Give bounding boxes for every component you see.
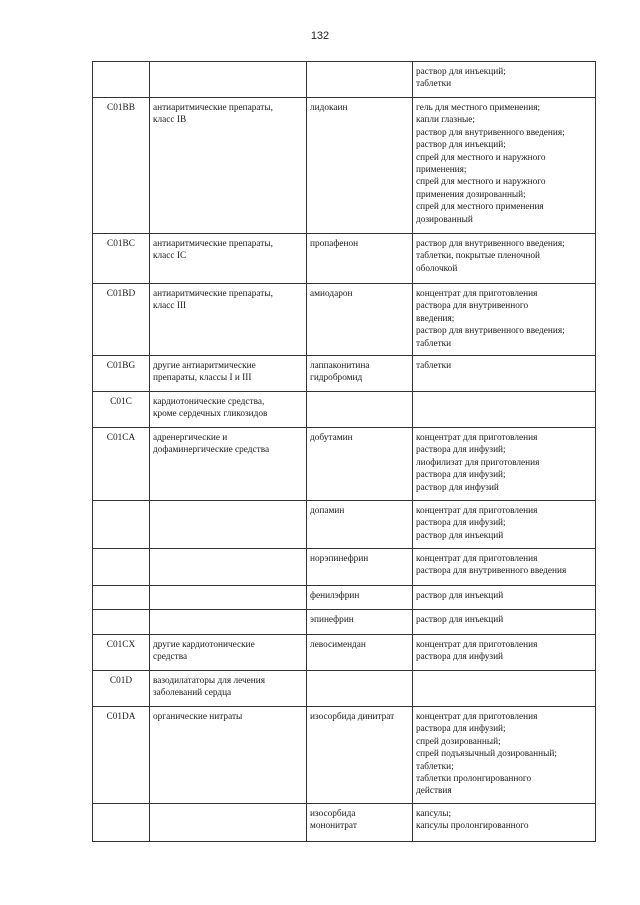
drug-cell	[307, 392, 413, 428]
atc-code-cell: C01C	[93, 392, 150, 428]
group-cell: другие кардиотонические средства	[150, 635, 307, 671]
atc-code-cell	[93, 610, 150, 635]
table-row	[93, 635, 596, 671]
forms-cell	[413, 671, 596, 707]
atc-code-cell: C01D	[93, 671, 150, 707]
group-cell	[150, 501, 307, 549]
table-row	[93, 392, 596, 428]
atc-code-cell: C01BB	[93, 98, 150, 234]
forms-cell: концентрат для приготовления раствора для инфузий; раствор для инъекций	[413, 501, 596, 549]
forms-cell: концентрат для приготовления раствора для инфузий	[413, 635, 596, 671]
table-row	[93, 62, 596, 98]
atc-code-cell: C01BC	[93, 234, 150, 284]
table-row	[93, 671, 596, 707]
forms-cell: концентрат для приготовления раствора для внутривенного введения; раствор для внутривенного введения; таблетки	[413, 284, 596, 356]
table-row	[93, 549, 596, 586]
group-cell: кардиотонические средства, кроме сердечных гликозидов	[150, 392, 307, 428]
forms-cell: концентрат для приготовления раствора для инфузий; спрей дозированный; спрей подъязычный дозированный; таблетки; таблетки пролонгированного действия	[413, 707, 596, 804]
atc-code-cell	[93, 803, 150, 841]
drug-cell: изосорбида мононитрат	[307, 803, 413, 841]
group-cell: антиаритмические препараты, класс IC	[150, 234, 307, 284]
table-row	[93, 428, 596, 501]
atc-code-cell: C01DA	[93, 707, 150, 804]
group-cell: антиаритмические препараты, класс IB	[150, 98, 307, 234]
drug-cell: лаппаконитина гидробромид	[307, 356, 413, 392]
drug-cell	[307, 671, 413, 707]
forms-cell: концентрат для приготовления раствора для инфузий; лиофилизат для приготовления раствора для инфузий; раствор для инфузий	[413, 428, 596, 501]
drug-cell	[307, 62, 413, 98]
table-row	[93, 586, 596, 610]
forms-cell: раствор для внутривенного введения; таблетки, покрытые пленочной оболочкой	[413, 234, 596, 284]
drug-cell: изосорбида динитрат	[307, 707, 413, 804]
group-cell	[150, 803, 307, 841]
table-row	[93, 98, 596, 234]
atc-code-cell	[93, 62, 150, 98]
group-cell: антиаритмические препараты, класс III	[150, 284, 307, 356]
table-row	[93, 234, 596, 284]
table-row	[93, 707, 596, 804]
group-cell	[150, 62, 307, 98]
forms-cell: раствор для инъекций	[413, 610, 596, 635]
forms-cell	[413, 392, 596, 428]
drug-cell: пропафенон	[307, 234, 413, 284]
forms-cell: таблетки	[413, 356, 596, 392]
group-cell: другие антиаритмические препараты, классы I и III	[150, 356, 307, 392]
atc-code-cell: C01CA	[93, 428, 150, 501]
atc-code-cell	[93, 501, 150, 549]
table-row	[93, 803, 596, 841]
drug-cell: левосимендан	[307, 635, 413, 671]
drug-cell: эпинефрин	[307, 610, 413, 635]
forms-cell: капсулы; капсулы пролонгированного	[413, 803, 596, 841]
atc-code-cell	[93, 549, 150, 586]
group-cell: адренергические и дофаминергические средства	[150, 428, 307, 501]
page-number: 132	[310, 30, 330, 42]
group-cell	[150, 549, 307, 586]
table-row	[93, 501, 596, 549]
drug-cell: лидокаин	[307, 98, 413, 234]
table-row	[93, 284, 596, 356]
drug-cell: норэпинефрин	[307, 549, 413, 586]
drug-table	[92, 61, 596, 842]
table-row	[93, 610, 596, 635]
drug-cell: амиодарон	[307, 284, 413, 356]
forms-cell: раствор для инъекций; таблетки	[413, 62, 596, 98]
forms-cell: концентрат для приготовления раствора для внутривенного введения	[413, 549, 596, 586]
forms-cell: раствор для инъекций	[413, 586, 596, 610]
forms-cell: гель для местного применения; капли глазные; раствор для внутривенного введения; раствор для инъекций; спрей для местного и наружного применения; спрей для местного и наружного применения дозированный; спрей для местного применения дозированный	[413, 98, 596, 234]
drug-cell: добутамин	[307, 428, 413, 501]
group-cell	[150, 586, 307, 610]
group-cell: вазодилататоры для лечения заболеваний сердца	[150, 671, 307, 707]
atc-code-cell	[93, 586, 150, 610]
group-cell: органические нитраты	[150, 707, 307, 804]
atc-code-cell: C01CX	[93, 635, 150, 671]
group-cell	[150, 610, 307, 635]
drug-cell: фенилэфрин	[307, 586, 413, 610]
atc-code-cell: C01BD	[93, 284, 150, 356]
drug-cell: допамин	[307, 501, 413, 549]
atc-code-cell: C01BG	[93, 356, 150, 392]
table-row	[93, 356, 596, 392]
